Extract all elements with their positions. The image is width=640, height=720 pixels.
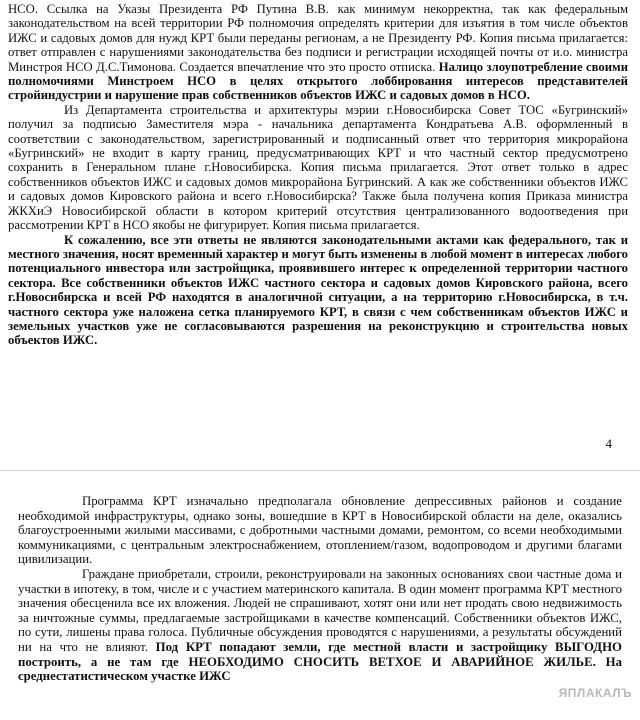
document-page-5: [0, 486, 640, 720]
paragraph-text: Граждане приобретали, строили, реконструировали на законных основаниях свои частные дома и участки в ипотеку, в том, числе и с участием материнского капитала. В один момент программа КРТ местного значения обесценила все их вложения. Людей не спрашивают, хотят они или нет продать свою недвижимость за ничтожные суммы, предлагаемые застройщиками в качестве компенсаций. Собственники объектов ИЖС, по сути, лишены права голоса. Публичные обсуждения проводятся с нарушениями, а результаты обсуждений ни на что не влияют.: [18, 566, 622, 654]
page-5-text: [18, 494, 622, 684]
paragraph-mayor-response: Из Департамента строительства и архитектуры мэрии г.Новосибирска Совет ТОС «Бугринский» получил за подписью Заместителя мэра - начальника департамента Кондратьева А.В. оформленный в соответствии с законодательством, зарегистрированный и подписанный ответ что территория микрорайона «Бугринский» не входит в карту границ, предусматривающих КРТ и что частный сектор предусмотрено сохранить в Генеральном плане г.Новосибирска. Копия письма прилагается. Этот ответ только в адрес собственников объектов ИЖС и садовых домов микрорайона Бугринский. А как же собственники объектов ИЖС и садовых домов Кировского района и всего г.Новосибирска? Также была получена копия Приказа министра ЖКХиЭ Новосибирской области в котором критерий отсутствия централизованного водоотведения при рассмотрении КРТ в НСО якобы не фигурирует. Копия письма прилагается.: [8, 102, 628, 233]
paragraph-text: НСО. Ссылка на Указы Президента РФ Путина В.В. как минимум некорректна, так как федеральным законодательством на всей территории РФ полномочия определять критерии для изъятия в том числе объектов ИЖС и садовых домов для нужд КРТ были переданы регионам, а не Президенту РФ. Копия письма прилагается: ответ отправлен с нарушениями законодательства без подписи и регистрации исходящей почты от и.о. министра Минстроя НСО Д.С.Тимонова. Создается впечатление что это просто отписка.: [8, 2, 628, 74]
page-number: 4: [605, 436, 612, 451]
paragraph-conclusion: К сожалению, все эти ответы не являются законодательными актами как федерального, так и местного значения, носят временный характер и могут быть изменены в любой момент в интересах любого потенциального инвестора или застройщика, проявившего интерес к определенной территории частного сектора. Все собственники объектов ИЖС частного сектора и садовых домов Кировского района, всего г.Новосибирска и всей РФ находятся в аналогичной ситуации, а на территорию г.Новосибирска, в т.ч. частного сектора уже наложена сетка планируемого КРТ, в связи с чем собственникам объектов ИЖС и земельных участков уже не согласовываются разрешения на реконструкцию и строительства новых объектов ИЖС.: [8, 232, 628, 348]
paragraph-citizens: [18, 567, 622, 684]
paragraph-krt-program: Программа КРТ изначально предполагала обновление депрессивных районов и создание необходимой инфраструктуры, однако зоны, вошедшие в КРТ в Новосибирской области на деле, оказались благоустроенными жилыми массивами, с добротными частными домами, ремонтом, со всеми необходимыми коммуникациями, с центральным электроснабжением, отоплением/газом, водопроводом и другими благами цивилизации.: [18, 494, 622, 567]
page-4-text: [8, 2, 628, 348]
paragraph-minstroy-response: [8, 2, 628, 103]
bold-statement: Налицо злоупотребление своими полномочиями Минстроем НСО в целях открытого лоббирования интересов представителей стройиндустрии и нарушение прав собственников объектов ИЖС и садовых домов в НСО.: [8, 59, 629, 103]
bold-statement: Под КРТ попадают земли, где местной власти и застройщику ВЫГОДНО построить, а не там где НЕОБХОДИМО СНОСИТЬ ВЕТХОЕ И АВАРИЙНОЕ ЖИЛЬЕ. На среднестатистическом участке ИЖС: [18, 639, 622, 684]
site-watermark: ЯПЛАКАЛЪ: [558, 686, 632, 700]
